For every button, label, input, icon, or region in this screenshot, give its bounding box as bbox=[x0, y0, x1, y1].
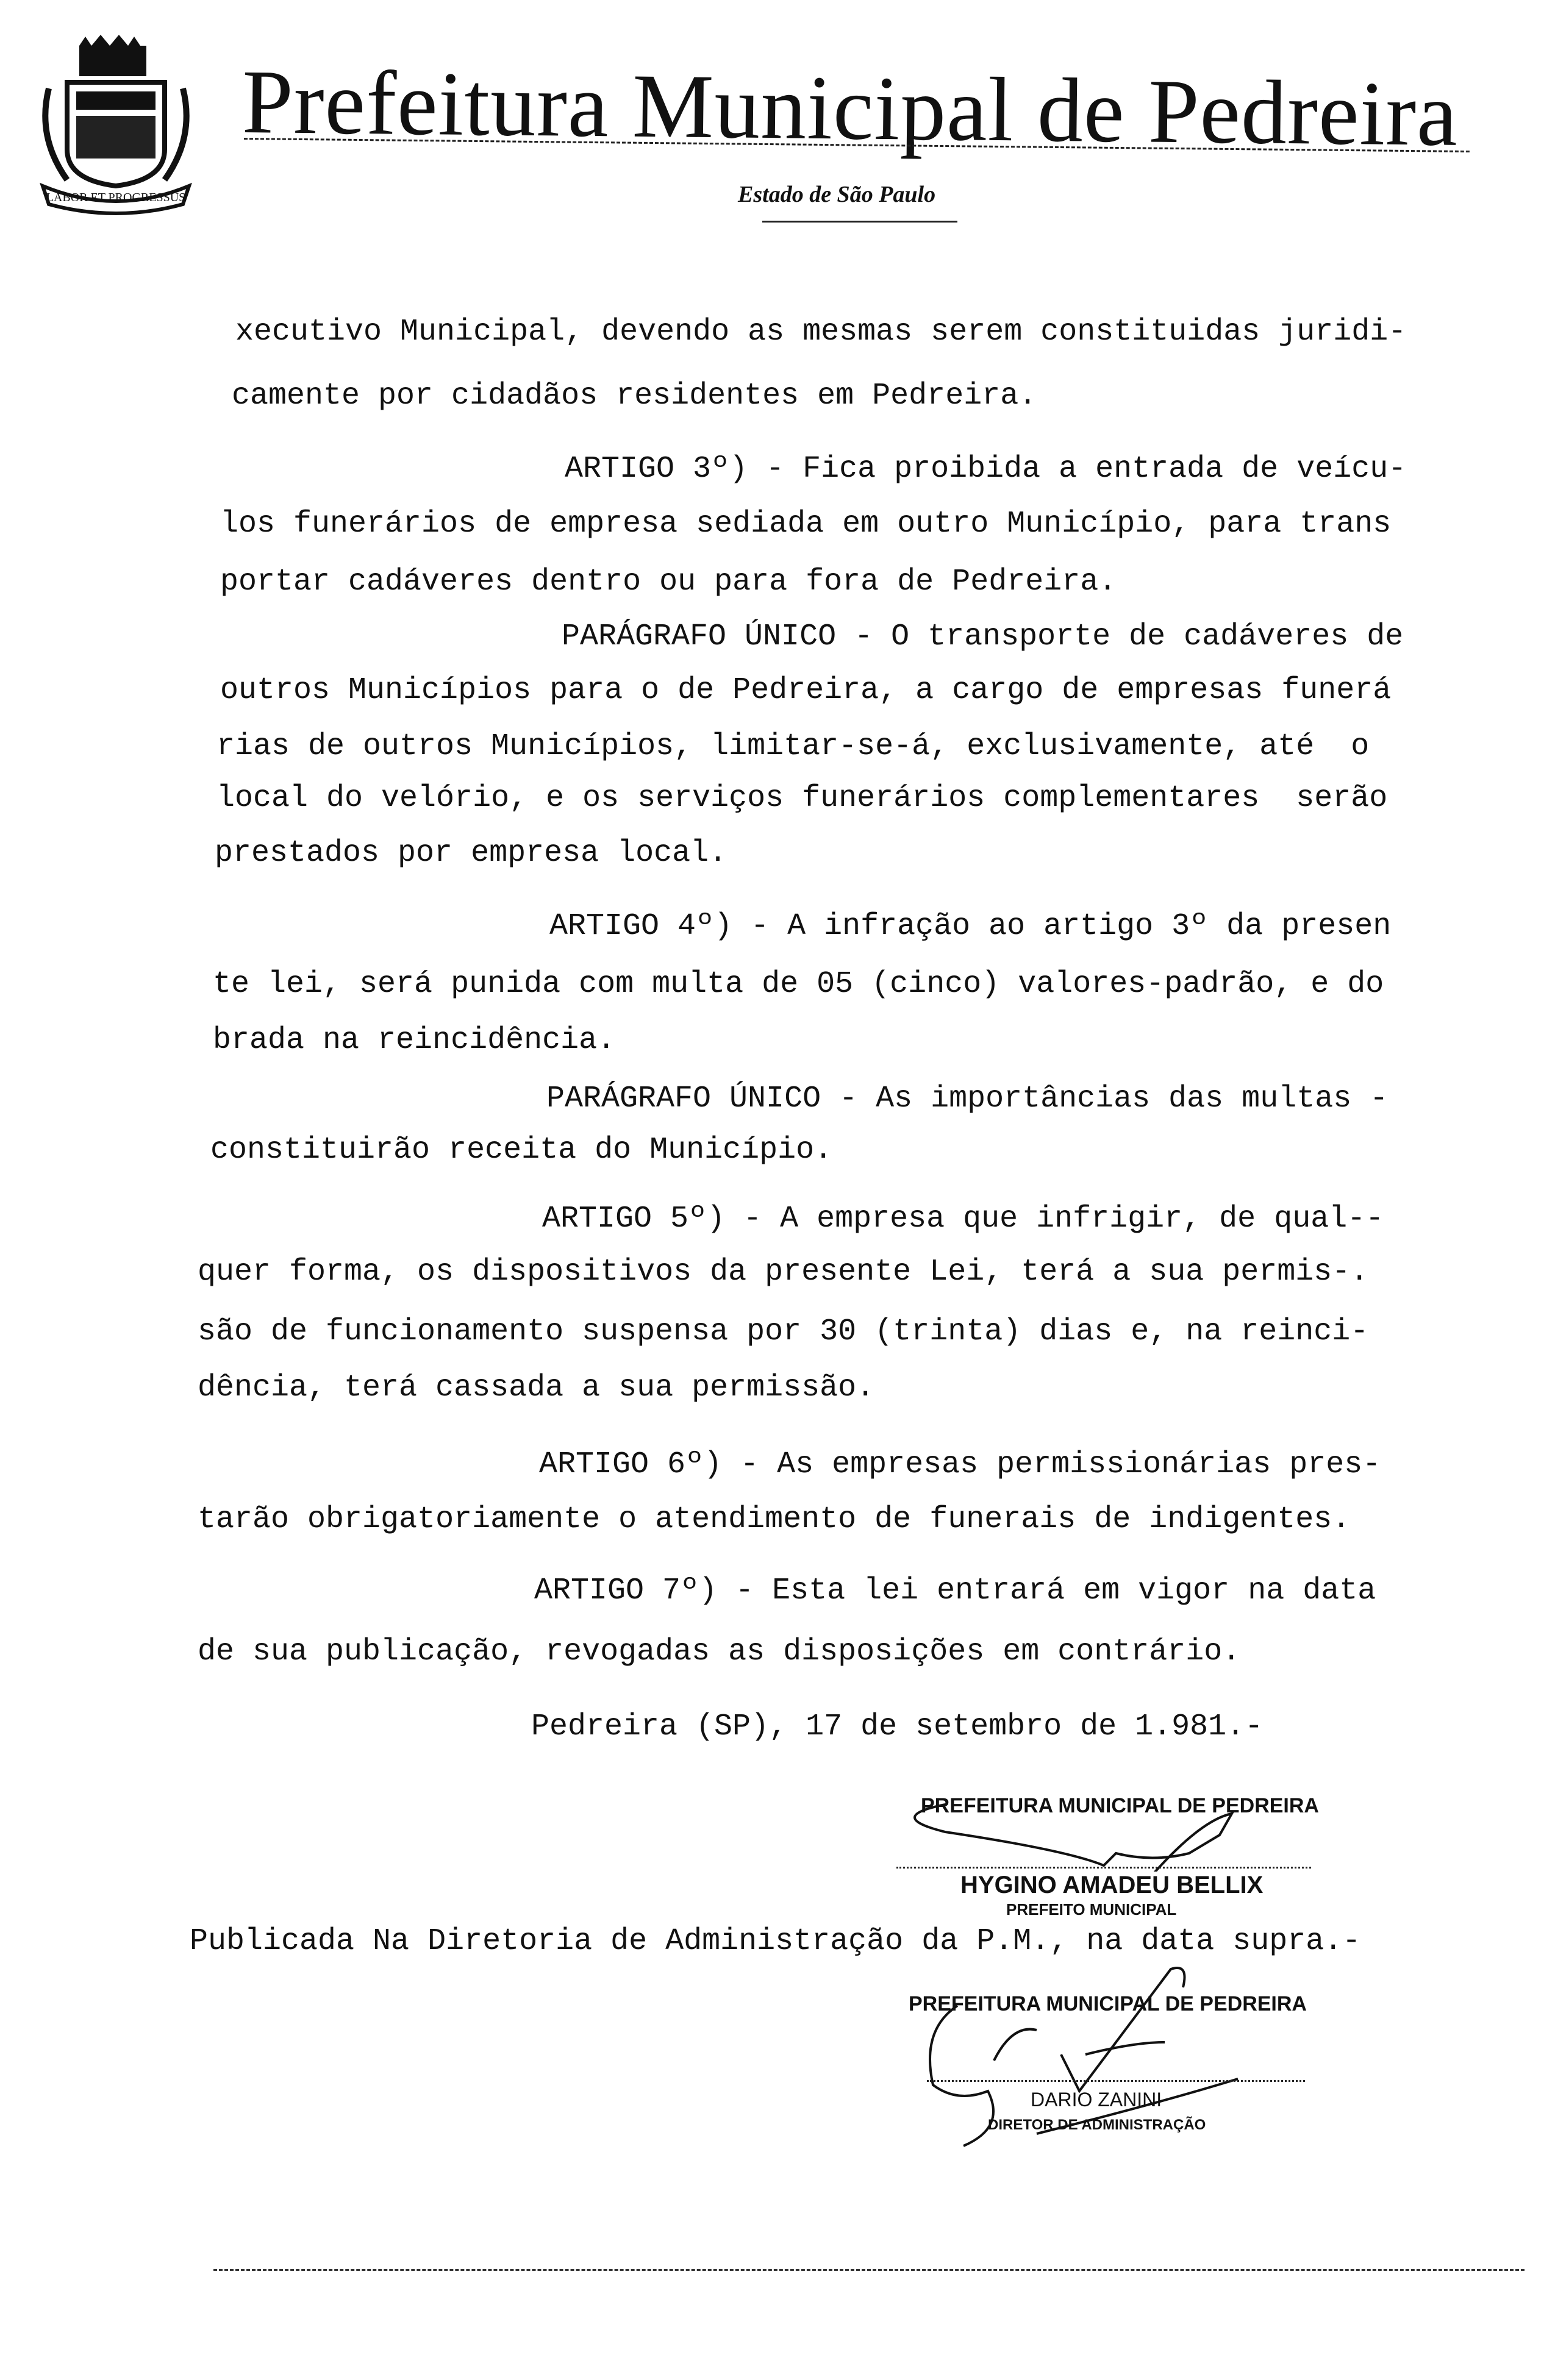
municipal-crest-logo bbox=[24, 34, 207, 216]
subtitle-underline bbox=[762, 221, 957, 223]
body-line: xecutivo Municipal, devendo as mesmas serem constituidas juridi- bbox=[235, 315, 1407, 349]
body-line: brada na reincidência. bbox=[213, 1023, 616, 1058]
article-7-heading: ARTIGO 7º) - Esta lei entrará em vigor na data bbox=[534, 1573, 1376, 1608]
body-line: rias de outros Municípios, limitar-se-á, exclusivamente, até o bbox=[216, 729, 1370, 764]
body-line: portar cadáveres dentro ou para fora de Pedreira. bbox=[220, 565, 1117, 599]
letterhead-subtitle: Estado de São Paulo bbox=[738, 182, 936, 207]
body-line: los funerários de empresa sediada em outro Município, para trans bbox=[220, 507, 1392, 541]
publication-note: Publicada Na Diretoria de Administração da P.M., na data supra.- bbox=[190, 1924, 1361, 1959]
body-line: outros Municípios para o de Pedreira, a cargo de empresas funerá bbox=[220, 673, 1392, 708]
mayor-role: PREFEITO MUNICIPAL bbox=[1006, 1900, 1177, 1919]
bottom-dashed-rule bbox=[213, 2269, 1525, 2271]
body-line: constituirão receita do Município. bbox=[210, 1133, 833, 1167]
mayor-name: HYGINO AMADEU BELLIX bbox=[960, 1872, 1264, 1898]
body-line: de sua publicação, revogadas as disposições em contrário. bbox=[198, 1634, 1241, 1669]
paragraph-heading: PARÁGRAFO ÚNICO - As importâncias das multas - bbox=[546, 1081, 1389, 1116]
mayor-signature-line bbox=[896, 1867, 1311, 1869]
article-5-heading: ARTIGO 5º) - A empresa que infrigir, de qual-- bbox=[542, 1202, 1384, 1236]
document-date: Pedreira (SP), 17 de setembro de 1.981.- bbox=[531, 1709, 1264, 1744]
director-signature-line bbox=[927, 2080, 1305, 2082]
body-line: são de funcionamento suspensa por 30 (trinta) dias e, na reinci- bbox=[198, 1314, 1369, 1349]
document-letterhead-title: Prefeitura Municipal de Pedreira bbox=[241, 51, 1459, 165]
article-3-heading: ARTIGO 3º) - Fica proibida a entrada de veícu- bbox=[565, 452, 1407, 486]
body-line: te lei, será punida com multa de 05 (cinco) valores-padrão, e do bbox=[213, 967, 1384, 1002]
mayor-signature bbox=[872, 1786, 1335, 1872]
mayor-stamp: PREFEITURA MUNICIPAL DE PEDREIRA bbox=[921, 1794, 1319, 1817]
director-name: DARIO ZANINI bbox=[1031, 2089, 1162, 2111]
article-6-heading: ARTIGO 6º) - As empresas permissionárias pres- bbox=[539, 1447, 1381, 1482]
body-line: camente por cidadãos residentes em Pedreira. bbox=[232, 379, 1037, 413]
director-role: DIRETOR DE ADMINISTRAÇÃO bbox=[988, 2117, 1206, 2133]
body-line: tarão obrigatoriamente o atendimento de funerais de indigentes. bbox=[198, 1502, 1351, 1537]
body-line: local do velório, e os serviços funerários complementares serão bbox=[216, 781, 1388, 816]
paragraph-heading: PARÁGRAFO ÚNICO - O transporte de cadáveres de bbox=[562, 619, 1404, 654]
body-line: prestados por empresa local. bbox=[215, 836, 727, 871]
article-4-heading: ARTIGO 4º) - A infração ao artigo 3º da presen bbox=[549, 909, 1392, 944]
director-stamp: PREFEITURA MUNICIPAL DE PEDREIRA bbox=[909, 1992, 1307, 2015]
body-line: dência, terá cassada a sua permissão. bbox=[198, 1370, 875, 1405]
body-line: quer forma, os dispositivos da presente Lei, terá a sua permis-. bbox=[198, 1255, 1369, 1289]
crest-motto: LABOR ET PROGRESSUS bbox=[46, 191, 186, 204]
